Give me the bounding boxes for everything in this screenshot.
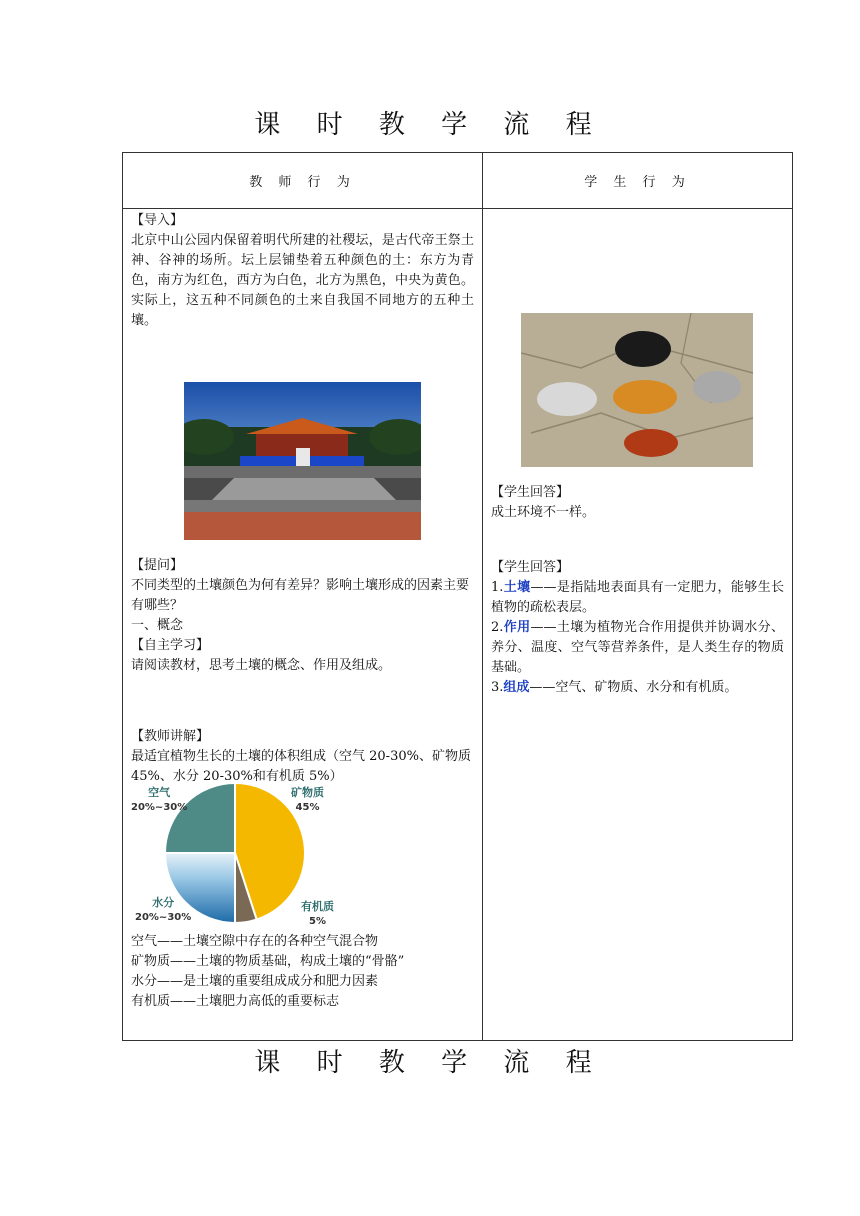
header-student-behavior: 学 生 行 为 — [483, 153, 793, 209]
note-mineral: 矿物质——土壤的物质基础，构成土壤的“骨骼” — [131, 954, 405, 969]
answer1-text: 成土环境不一样。 — [491, 505, 596, 520]
answer-item-3 — [491, 678, 784, 698]
header-teacher-behavior: 教 师 行 为 — [123, 153, 483, 209]
item2-term: 作用 — [503, 620, 531, 635]
item1-text: ——是指陆地表面具有一定肥力，能够生长植物的疏松表层。 — [491, 580, 784, 615]
item2-text: ——土壤为植物光合作用提供并协调水分、养分、温度、空气等营养条件，是人类生存的物质基础。 — [491, 620, 784, 675]
pie-label-water: 水分 20%~30% — [135, 896, 192, 923]
note-organic: 有机质——土壤肥力高低的重要标志 — [131, 994, 340, 1009]
page-title: 课 时 教 学 流 程 — [254, 110, 606, 140]
notes-block — [131, 932, 474, 1012]
note-water: 水分——是土壤的重要组成成分和肥力因素 — [131, 974, 379, 989]
teacher-column — [123, 209, 483, 1041]
five-soils-photo — [521, 313, 753, 467]
intro-text: 北京中山公园内保留着明代所建的社稷坛，是古代帝王祭土神、谷神的场所。坛上层铺垫着五种颜色的土：东方为青色，南方为红色，西方为白色，北方为黑色，中央为黄色。实际上，这五种不同颜色的土来自我国不同地方的五种土壤。 — [131, 233, 474, 328]
item1-term: 土壤 — [503, 580, 531, 595]
answer1-label: 【学生回答】 — [491, 485, 570, 500]
question-block — [131, 556, 474, 676]
explain-text: 最适宜植物生长的土壤的体积组成（空气 20-30%、矿物质 45%、水分 20-30%和有机质 5%） — [131, 749, 471, 784]
page-title-bottom: 课 时 教 学 流 程 — [254, 1048, 606, 1078]
pie-label-mineral: 矿物质 45% — [291, 786, 324, 813]
lesson-table — [122, 152, 793, 1041]
soil-composition-chart — [123, 781, 383, 931]
answer2-label: 【学生回答】 — [491, 560, 570, 575]
item3-term: 组成 — [503, 680, 530, 695]
answer1-block — [491, 483, 784, 523]
pie-label-air: 空气 20%~30% — [131, 786, 188, 813]
answer-item-1 — [491, 578, 784, 618]
item1-num: 1. — [491, 580, 504, 595]
self-study-text: 请阅读教材，思考土壤的概念、作用及组成。 — [131, 658, 392, 673]
intro-block — [131, 211, 474, 331]
student-column — [483, 209, 793, 1041]
question-text: 不同类型的土壤颜色为何有差异？影响土壤形成的因素主要有哪些？ — [131, 578, 470, 613]
item3-num: 3. — [491, 680, 504, 695]
temple-photo — [184, 382, 421, 540]
section-one: 一、概念 — [131, 618, 184, 633]
item2-num: 2. — [491, 620, 504, 635]
question-label: 【提问】 — [131, 558, 184, 573]
temple-photo-image — [184, 382, 421, 540]
five-soils-photo-image — [521, 313, 753, 467]
note-air: 空气——土壤空隙中存在的各种空气混合物 — [131, 934, 379, 949]
self-study-label: 【自主学习】 — [131, 638, 210, 653]
item3-text: ——空气、矿物质、水分和有机质。 — [529, 680, 738, 695]
explain-label: 【教师讲解】 — [131, 729, 210, 744]
answer2-block — [491, 558, 784, 698]
pie-label-organic: 有机质 5% — [301, 900, 334, 927]
intro-label: 【导入】 — [131, 213, 184, 228]
answer-item-2 — [491, 618, 784, 678]
explain-block — [131, 727, 474, 787]
